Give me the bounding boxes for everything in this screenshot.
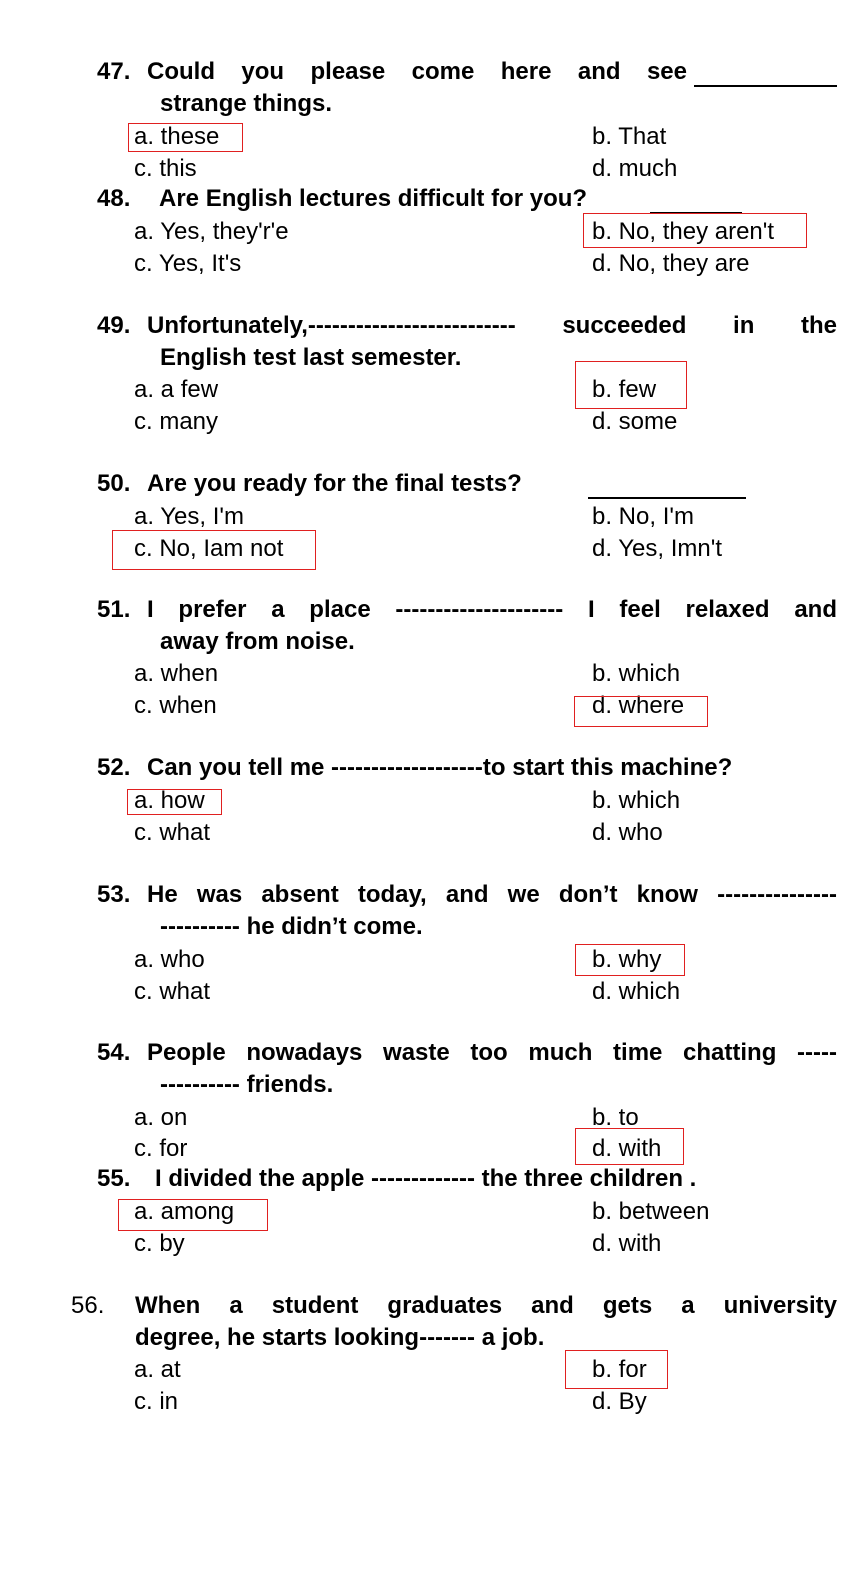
answer-highlight-box xyxy=(112,530,316,570)
question-48-text: Are English lectures difficult for you? xyxy=(159,185,588,212)
option-b: b. to xyxy=(592,1104,639,1131)
option-d: d. which xyxy=(592,978,681,1005)
option-a: a. Yes, they'r'e xyxy=(134,218,289,245)
question-51-text: I prefer a place --------------------- I feel relaxed and xyxy=(147,596,837,623)
option-a: a. when xyxy=(134,660,219,687)
option-d: d. Yes, Imn't xyxy=(592,535,722,562)
option-a: a. a few xyxy=(134,376,219,403)
answer-blank xyxy=(694,63,837,87)
option-b: b. That xyxy=(592,123,667,150)
option-b: b. No, I'm xyxy=(592,503,694,530)
question-56-text: When a student graduates and gets a university xyxy=(135,1292,837,1319)
answer-highlight-box xyxy=(128,123,243,152)
answer-blank xyxy=(650,190,742,214)
option-b: b. which xyxy=(592,660,681,687)
option-b: b. why xyxy=(592,946,662,973)
answer-highlight-box xyxy=(574,696,708,727)
answer-highlight-box xyxy=(565,1350,668,1389)
option-d: d. some xyxy=(592,408,678,435)
question-49-text-continued: English test last semester. xyxy=(160,344,462,371)
question-51-number: 51. xyxy=(97,596,131,623)
question-55-text: I divided the apple ------------- the three children . xyxy=(155,1165,697,1192)
option-b: b. which xyxy=(592,787,681,814)
answer-highlight-box xyxy=(575,944,685,976)
question-47-text-continued: strange things. xyxy=(160,90,333,117)
option-c: c. for xyxy=(134,1135,188,1162)
option-b: b. few xyxy=(592,376,657,403)
answer-blank xyxy=(588,475,746,499)
answer-highlight-box xyxy=(127,789,222,815)
question-50-number: 50. xyxy=(97,470,131,497)
option-a: a. at xyxy=(134,1356,181,1383)
option-a: a. how xyxy=(134,787,205,814)
question-47-number: 47. xyxy=(97,58,131,85)
option-c: c. this xyxy=(134,155,197,182)
option-c: c. Yes, It's xyxy=(134,250,242,277)
option-b: b. between xyxy=(592,1198,710,1225)
question-53-text: He was absent today, and we don’t know --------------- xyxy=(147,881,837,908)
option-c: c. what xyxy=(134,978,211,1005)
option-d: d. By xyxy=(592,1388,647,1415)
answer-highlight-box xyxy=(575,361,687,409)
option-c: c. when xyxy=(134,692,217,719)
option-d: d. where xyxy=(592,692,685,719)
question-56-number: 56. xyxy=(71,1292,105,1319)
option-c: c. by xyxy=(134,1230,185,1257)
option-d: d. with xyxy=(592,1230,662,1257)
option-c: c. in xyxy=(134,1388,179,1415)
option-a: a. Yes, I'm xyxy=(134,503,244,530)
question-48-number: 48. xyxy=(97,185,131,212)
answer-highlight-box xyxy=(575,1128,684,1165)
option-a: a. these xyxy=(134,123,220,150)
question-52-text: Can you tell me -------------------to start this machine? xyxy=(147,754,733,781)
question-55-number: 55. xyxy=(97,1165,131,1192)
option-a: a. who xyxy=(134,946,205,973)
option-a: a. on xyxy=(134,1104,188,1131)
question-53-text-continued: ---------- he didn’t come. xyxy=(160,913,423,940)
question-54-number: 54. xyxy=(97,1039,131,1066)
question-54-text: People nowadays waste too much time chatting ----- xyxy=(147,1039,837,1066)
question-47-text: Could you please come here and see xyxy=(147,58,687,85)
option-b: b. No, they aren't xyxy=(592,218,775,245)
option-b: b. for xyxy=(592,1356,647,1383)
option-d: d. much xyxy=(592,155,678,182)
answer-highlight-box xyxy=(583,213,807,248)
question-49-text: Unfortunately,-------------------------- succeeded in the xyxy=(147,312,837,339)
option-c: c. many xyxy=(134,408,219,435)
option-a: a. among xyxy=(134,1198,235,1225)
option-d: d. with xyxy=(592,1135,662,1162)
option-c: c. what xyxy=(134,819,211,846)
question-54-text-continued: ---------- friends. xyxy=(160,1071,334,1098)
option-d: d. who xyxy=(592,819,663,846)
option-d: d. No, they are xyxy=(592,250,750,277)
answer-highlight-box xyxy=(118,1199,268,1231)
question-51-text-continued: away from noise. xyxy=(160,628,355,655)
question-49-number: 49. xyxy=(97,312,131,339)
option-c: c. No, Iam not xyxy=(134,535,284,562)
question-52-number: 52. xyxy=(97,754,131,781)
question-50-text: Are you ready for the final tests? xyxy=(147,470,522,497)
question-56-text-continued: degree, he starts looking------- a job. xyxy=(135,1324,545,1351)
question-53-number: 53. xyxy=(97,881,131,908)
